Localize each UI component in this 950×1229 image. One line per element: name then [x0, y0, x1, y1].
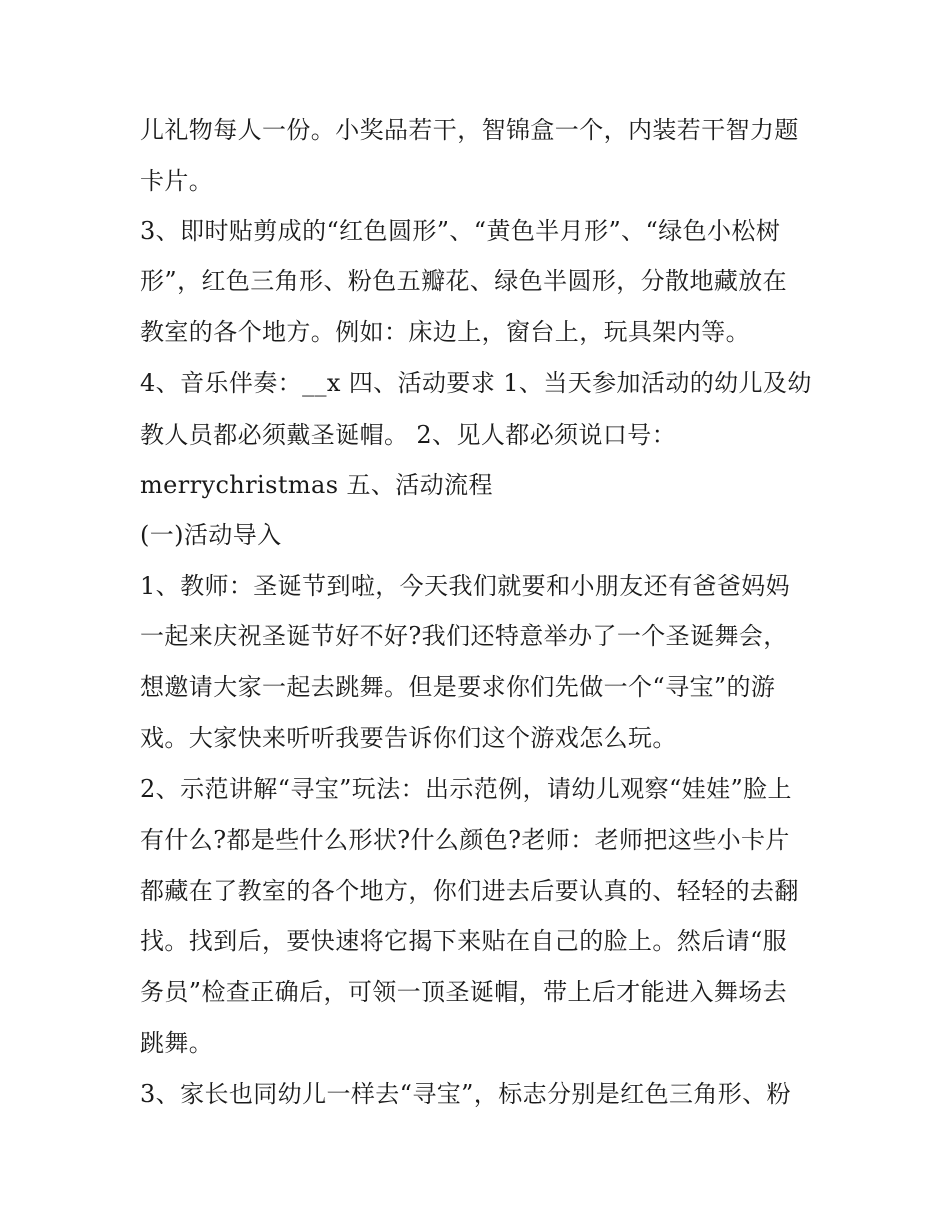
text-line: (一)活动导入 [140, 521, 282, 549]
text-line: 1、教师：圣诞节到啦，今天我们就要和小朋友还有爸爸妈妈 [140, 572, 791, 600]
text-line: 有什么?都是些什么形状?什么颜色?老师：老师把这些小卡片 [140, 826, 790, 854]
text-line: 找。找到后，要快速将它揭下来贴在自己的脸上。然后请“服 [140, 927, 788, 955]
text-line: 儿礼物每人一份。小奖品若干，智锦盒一个，内装若干智力题 [140, 116, 799, 144]
text-line: 形”，红色三角形、粉色五瓣花、绿色半圆形，分散地藏放在 [140, 267, 788, 295]
text-line: 跳舞。 [140, 1029, 214, 1057]
text-line: 卡片。 [140, 167, 214, 195]
text-line: 一起来庆祝圣诞节好不好?我们还特意举办了一个圣诞舞会， [140, 622, 788, 650]
text-line: 4、音乐伴奏：__x 四、活动要求 1、当天参加活动的幼儿及幼 [140, 369, 812, 397]
text-line: 务员”检查正确后，可领一顶圣诞帽，带上后才能进入舞场去 [140, 978, 788, 1006]
text-line: merrychristmas 五、活动流程 [140, 471, 493, 499]
text-line: 教人员都必须戴圣诞帽。 2、见人都必须说口号： [140, 421, 677, 449]
text-line: 3、家长也同幼儿一样去“寻宝”，标志分别是红色三角形、粉 [140, 1080, 792, 1108]
text-line: 戏。大家快来听听我要告诉你们这个游戏怎么玩。 [140, 724, 677, 752]
text-line: 想邀请大家一起去跳舞。但是要求你们先做一个“寻宝”的游 [140, 673, 776, 701]
text-line: 都藏在了教室的各个地方，你们进去后要认真的、轻轻的去翻 [140, 877, 799, 905]
text-line: 3、即时贴剪成的“红色圆形”、“黄色半月形”、“绿色小松树 [140, 217, 781, 245]
text-line: 2、示范讲解“寻宝”玩法：出示范例，请幼儿观察“娃娃”脸上 [140, 775, 792, 803]
text-line: 教室的各个地方。例如：床边上，窗台上，玩具架内等。 [140, 318, 750, 346]
